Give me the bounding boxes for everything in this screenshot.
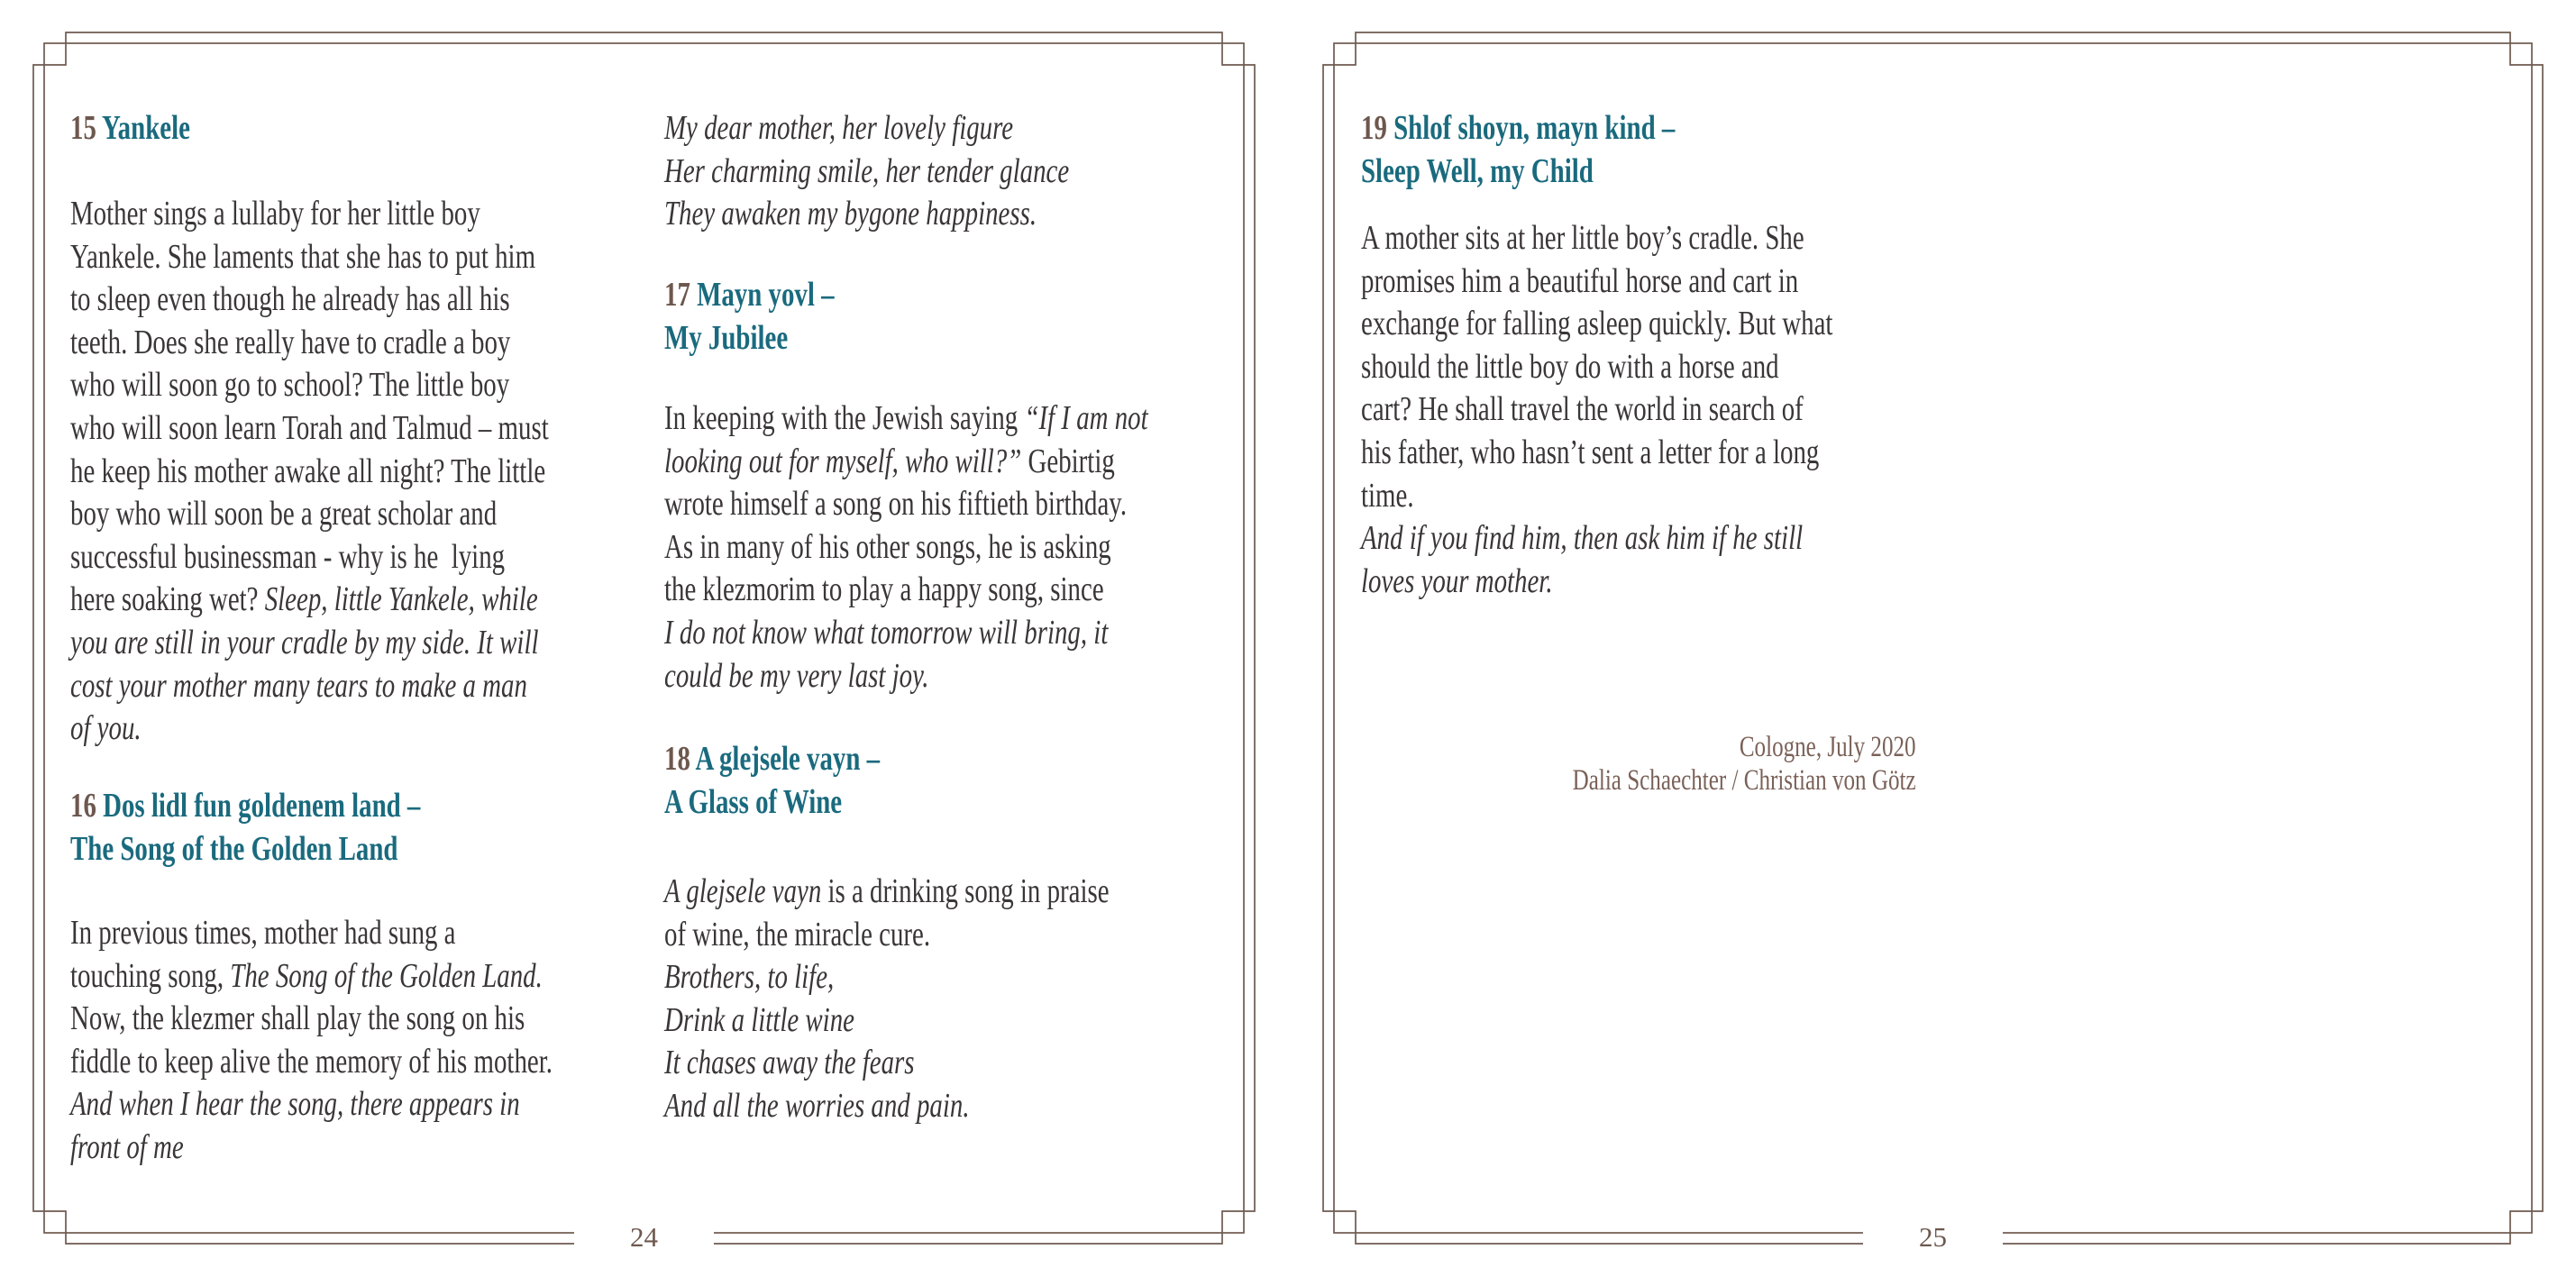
track-heading-19: 19 Shlof shoyn, mayn kind – Sleep Well, my Child	[1361, 109, 1676, 190]
page-number-left: 24	[630, 1221, 658, 1253]
page-number-right: 25	[1919, 1221, 1947, 1253]
track-heading-15: 15 Yankele	[70, 109, 190, 147]
track-17-description: In keeping with the Jewish saying “If I am not looking out for myself, who will?” Gebirtig wrote himself a song on his fiftieth birthday. As in many of his other songs, he is asking the klezmorim to play a happy song, since I do not know what tomorrow will bring, it could be my very last joy.	[664, 399, 1148, 695]
track-16-quote-lines: My dear mother, her lovely figure Her charming smile, her tender glance They awaken my bygone happiness.	[664, 109, 1070, 233]
track-heading-17: 17 Mayn yovl – My Jubilee	[664, 276, 835, 357]
track-18-description: A glejsele vayn is a drinking song in praise of wine, the miracle cure. Brothers, to life, Drink a little wine It chases away the fears And all the worries and pain.	[664, 872, 1110, 1125]
track-16-description: In previous times, mother had sung a touching song, The Song of the Golden Land. Now, the klezmer shall play the song on his fiddle to keep alive the memory of his mother. And when I hear the song, there appears in front of me	[70, 914, 553, 1166]
track-heading-16: 16 Dos lidl fun goldenem land – The Song of the Golden Land	[70, 787, 421, 868]
track-15-description: Mother sings a lullaby for her little boy Yankele. She laments that she has to put him to sleep even though he already has all his teeth. Does she really have to cradle a boy who will soon go to school? The little boy who will soon learn Torah and Talmud – must he keep his mother awake all night? The little boy who will soon be a great scholar and successful businessman - why is he lying here soaking wet? Sleep, little Yankele, while you are still in your cradle by my side. It will cost your mother many tears to make a man of you.	[70, 195, 549, 748]
credit-block: Cologne, July 2020 Dalia Schaechter / Christian von Götz	[1572, 731, 1916, 797]
track-heading-18: 18 A glejsele vayn – A Glass of Wine	[664, 740, 881, 821]
track-19-description: A mother sits at her little boy’s cradle. She promises him a beautiful horse and cart in exchange for falling asleep quickly. But what should the little boy do with a horse and cart? He shall travel the world in search of his father, who hasn’t sent a letter for a long time. And if you find him, then ask him if he still loves your mother.	[1361, 219, 1833, 600]
right-page-outer-border	[1323, 32, 2543, 1244]
